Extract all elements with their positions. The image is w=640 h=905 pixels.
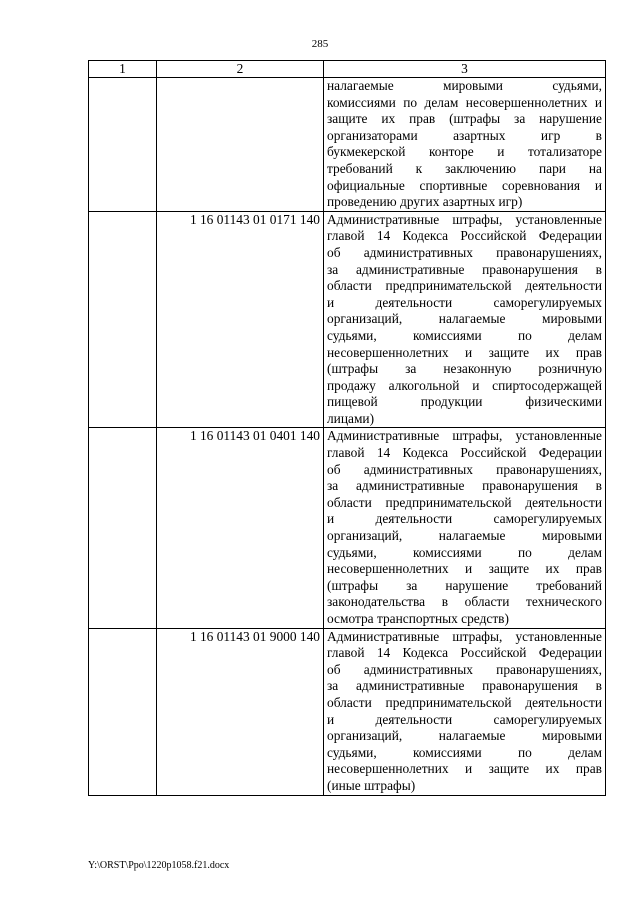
description-line: защите их прав (штрафы за нарушение [327,111,602,127]
description-line: об административных правонарушениях, [327,244,602,260]
file-path-footer: Y:\ORST\Ppo\1220p1058.f21.docx [88,860,230,871]
table-row [89,211,606,428]
row-column-1-cell [89,78,157,212]
description-cell [324,428,606,628]
description-line: несовершеннолетних и защите их прав [327,761,602,777]
description-line: области предпринимательской деятельности [327,494,602,510]
table-body [89,78,606,796]
description-line: главой 14 Кодекса Российской Федерации [327,645,602,661]
description-line: организаторами азартных игр в [327,127,602,143]
description-line: судьями, комиссиями по делам [327,544,602,560]
description-line: за административные правонарушения в [327,261,602,277]
description-line: законодательства в области технического [327,594,602,610]
description-line: проведению других азартных игр) [327,194,523,210]
description-line: несовершеннолетних и защите их прав [327,344,602,360]
description-line: Административные штрафы, установленные [327,628,602,644]
description-line: области предпринимательской деятельности [327,694,602,710]
description-line: об административных правонарушениях, [327,661,602,677]
description-line: осмотра транспортных средств) [327,611,509,626]
column-header-3: 3 [324,61,606,78]
description-line: организаций, налагаемые мировыми [327,528,602,544]
table-header-row [89,61,606,78]
description-line: об административных правонарушениях, [327,461,602,477]
description-cell [324,211,606,428]
budget-code-cell [157,78,324,212]
description-line: за административные правонарушения в [327,478,602,494]
description-line: главой 14 Кодекса Российской Федерации [327,228,602,244]
description-line: главой 14 Кодекса Российской Федерации [327,445,602,461]
description-line: требований к заключению пари на [327,160,602,176]
description-line: лицами) [327,410,375,426]
description-line: пищевой продукции физическими [327,394,602,410]
description-cell [324,628,606,795]
document-table [88,60,606,796]
description-line: Административные штрафы, установленные [327,428,602,444]
description-line: области предпринимательской деятельности [327,278,602,294]
description-line: судьями, комиссиями по делам [327,327,602,343]
row-column-1-cell [89,628,157,795]
description-line: судьями, комиссиями по делам [327,744,602,760]
description-line: (штрафы за нарушение требований [327,577,602,593]
description-line: за административные правонарушения в [327,678,602,694]
budget-code-cell: 1 16 01143 01 0171 140 [157,211,324,428]
description-line: продажу алкогольной и спиртосодержащей [327,377,602,393]
description-line: (штрафы за незаконную розничную [327,361,602,377]
description-line: комиссиями по делам несовершеннолетних и [327,94,602,110]
table-row [89,78,606,212]
column-header-1: 1 [89,61,157,78]
table-row [89,428,606,628]
row-column-1-cell [89,211,157,428]
description-line: несовершеннолетних и защите их прав [327,561,602,577]
description-line: и деятельности саморегулируемых [327,511,602,527]
description-line: организаций, налагаемые мировыми [327,311,602,327]
budget-code-cell: 1 16 01143 01 0401 140 [157,428,324,628]
budget-code-cell: 1 16 01143 01 9000 140 [157,628,324,795]
description-line: букмекерской конторе и тотализаторе [327,144,602,160]
description-line: налагаемые мировыми судьями, [327,78,602,93]
description-line: Административные штрафы, установленные [327,211,602,227]
column-header-2: 2 [157,61,324,78]
description-line: официальные спортивные соревнования и [327,177,602,193]
description-line: организаций, налагаемые мировыми [327,728,602,744]
page-number: 285 [311,38,329,50]
table-row [89,628,606,795]
description-line: (иные штрафы) [327,777,416,793]
description-line: и деятельности саморегулируемых [327,294,602,310]
row-column-1-cell [89,428,157,628]
description-cell [324,78,606,212]
description-line: и деятельности саморегулируемых [327,711,602,727]
